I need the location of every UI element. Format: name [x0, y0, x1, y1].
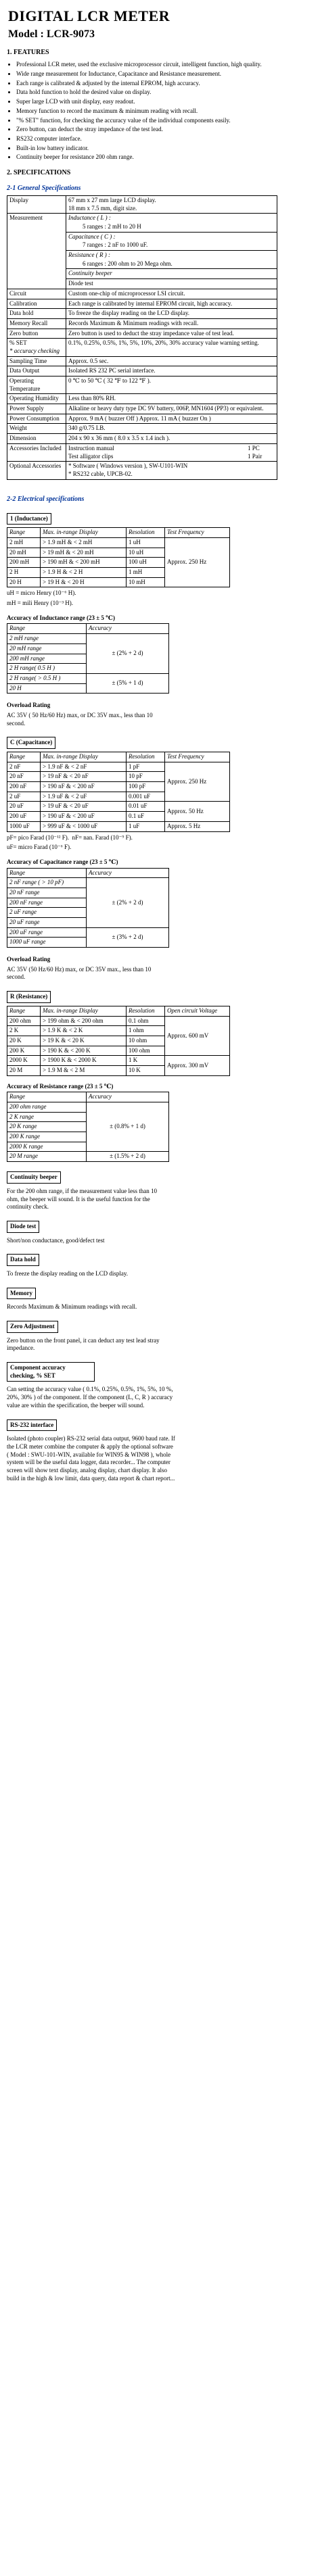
- capacitance-table: Range Max. in-range Display Resolution Test Frequency 2 nF > 1.9 nF & < 2 nF 1 pF Approx. 250 Hz 20 nF > 19 nF & < 20 nF 10 pF 200 nF > 190 nF & < 200 nF 100 pF 2 uF > 1.9 uF & < 2 uF 0.001 uF 20 uF > 19 uF & < 20 uF 0.01 uF Approx. 50 Hz 200 uF > 190 uF & < 200 uF 0.1 uF 1000 uF > 999 uF & < 1000 uF 1 uF Approx. 5 Hz: [7, 752, 230, 832]
- rs232-heading: RS-232 interface: [7, 1419, 57, 1432]
- component-heading: Component accuracy checking, % SET: [7, 1362, 95, 1382]
- resistance-table: Range Max. in-range Display Resolution Open circuit Voltage 200 ohm > 199 ohm & < 200 ohm 0.1 ohm Approx. 600 mV 2 K > 1.9 K & < 2 K 1 ohm 20 K > 19 K & < 20 K 10 ohm 200 K > 190 K & < 200 K 100 ohm 2000 K > 1900 K & < 2000 K 1 K Approx. 300 mV 20 M > 1.9 M & < 2 M 10 K: [7, 1006, 230, 1076]
- feature-item: • Professional LCR meter, used the exclusive microprocessor circuit, intelligent function, high quality.: [16, 61, 313, 69]
- continuity-heading: Continuity beeper: [7, 1171, 61, 1184]
- memory-text: Records Maximum & Minimum readings with recall.: [7, 1303, 137, 1311]
- unit-note: mH = mili Henry (10⁻³ H).: [7, 600, 74, 607]
- general-spec-table: [7, 195, 277, 480]
- diode-text: Short/non conductance, good/defect test: [7, 1236, 105, 1244]
- capacitance-accuracy-title: Accuracy of Capacitance range (23 ± 5 ℃): [7, 858, 118, 865]
- table-row: Data hold To freeze the display reading on the LCD display.: [7, 309, 277, 319]
- table-row: Operating Temperature 0 ℃ to 50 ℃ ( 32 ℉ to 122 ℉ ).: [7, 376, 277, 394]
- zero-text: Zero button on the front panel, it can deduct any test lead stray impedance.: [7, 1336, 160, 1352]
- table-row: 200 mH > 190 mH & < 200 mH 100 uH: [7, 558, 230, 568]
- capacitance-overload-text: AC 35V (50 Hz/60 Hz) max, or DC 35V max., less than 10 second.: [7, 965, 152, 981]
- features-list: [7, 61, 313, 162]
- page-title: DIGITAL LCR METER: [8, 7, 170, 24]
- features-heading: 1. FEATURES: [7, 49, 49, 57]
- feature-item: • Memory function to record the maximum & minimum reading with recall.: [16, 107, 313, 116]
- feature-item: • Data hold function to hold the desired value on display.: [16, 89, 313, 97]
- general-spec-heading: 2-1 General Specifications: [7, 184, 81, 192]
- table-row: % SET * accuracy checking 0.1%, 0.25%, 0.5%, 1%, 5%, 10%, 20%, 30% accuracy value warning setting.: [7, 339, 277, 356]
- resistance-accuracy-table: Range Accuracy 200 ohm range ± (0.8% + 1 d) 2 K range 20 K range 200 K range 2000 K range 20 M range ± (1.5% + 2 d): [7, 1092, 169, 1162]
- inductance-table: [7, 527, 230, 587]
- table-row: 20 mH > 19 mH & < 20 mH 10 uH: [7, 548, 230, 558]
- spec-value: Inductance ( L ) : 5 ranges : 2 mH to 20 H Capacitance ( C ) : 7 ranges : 2 nF to 1000 uF. Resistance ( R ) : 6 ranges : 200 ohm to 20 Mega ohm. Continuity beeper Diode test: [66, 214, 277, 289]
- resistance-heading: R (Resistance): [7, 991, 51, 1003]
- table-row: Power Supply Alkaline or heavy duty type DC 9V battery, 006P, MN1604 (PP3) or equivalent.: [7, 404, 277, 414]
- continuity-text: For the 200 ohm range, if the measurement value less than 10 ohm, the beeper will sound. It is the useful function for the continuity check.: [7, 1187, 157, 1211]
- table-header-row: Range Max. in-range Display Resolution Test Frequency: [7, 528, 230, 538]
- inductance-overload-title: Overload Rating: [7, 702, 51, 709]
- spec-value: 67 mm x 27 mm large LCD display. 18 mm x 7.5 mm, digit size.: [66, 195, 277, 213]
- spec-key: Measurement: [7, 214, 66, 289]
- datahold-text: To freeze the display reading on the LCD display.: [7, 1269, 128, 1277]
- memory-heading: Memory: [7, 1288, 36, 1300]
- unit-note: uF= micro Farad (10⁻⁶ F).: [7, 844, 72, 851]
- table-row: Zero button Zero button is used to deduct the stray impedance value of test lead.: [7, 329, 277, 339]
- spec-heading: 2. SPECIFICATIONS: [7, 168, 71, 176]
- feature-item: • Continuity beeper for resistance 200 ohm range.: [16, 153, 313, 162]
- resistance-accuracy-title: Accuracy of Resistance range (23 ± 5 ℃): [7, 1082, 114, 1090]
- feature-item: • RS232 computer interface.: [16, 135, 313, 143]
- table-row: Data Output Isolated RS 232 PC serial interface.: [7, 366, 277, 376]
- unit-note: pF= pico Farad (10⁻¹² F). nF= nan. Farad (10⁻⁹ F).: [7, 833, 133, 841]
- feature-item: • Super large LCD with unit display, easy readout.: [16, 98, 313, 106]
- component-text: Can setting the accuracy value ( 0.1%, 0.25%, 0.5%, 1%, 5%, 10 %, 20%, 30% ) of the component. If the component (L, C, R ) accuracy value are within the specification, the beeper will sound.: [7, 1386, 173, 1409]
- table-row: 20 H > 19 H & < 20 H 10 mH: [7, 577, 230, 587]
- table-row: 2 mH > 1.9 mH & < 2 mH 1 uH Approx. 250 Hz: [7, 537, 230, 548]
- electrical-spec-heading: 2-2 Electrical specifications: [7, 495, 85, 503]
- inductance-accuracy-title: Accuracy of Inductance range (23 ± 5 ℃): [7, 614, 115, 621]
- feature-item: • Zero button, can deduct the stray impedance of the test lead.: [16, 126, 313, 134]
- inductance-overload-text: AC 35V ( 50 Hz/60 Hz) max, or DC 35V max., less than 10 second.: [7, 711, 153, 727]
- unit-note: uH = micro Henry (10⁻⁶ H).: [7, 589, 76, 597]
- inductance-accuracy-table: Range Accuracy 2 mH range ± (2% + 2 d) 20 mH range 200 mH range 2 H range( 0.5 H ) 2 H range( > 0.5 H ) ± (5% + 1 d) 20 H: [7, 623, 169, 694]
- model-name: Model : LCR-9073: [8, 28, 95, 40]
- table-row: Memory Recall Records Maximum & Minimum readings with recall.: [7, 318, 277, 329]
- capacitance-overload-title: Overload Rating: [7, 956, 51, 963]
- inductance-heading: 1 (Inductance): [7, 513, 51, 525]
- feature-item: • Wide range measurement for Inductance, Capacitance and Resistance measurement.: [16, 70, 313, 78]
- rs232-text: Isolated (photo coupler) RS-232 serial data output, 9600 baud rate. If the LCR meter combine the computer & apply the optional software ( Model : SWU-101-WIN, available for WIN95 & WIN98 ), whole system will be the useful data logger, data recorder... The computer screen will show text display, analog display, chart display. It also build in the high & low limit, data query, data report & chart report...: [7, 1435, 175, 1482]
- table-row: Calibration Each range is calibrated by internal EPROM circuit, high accuracy.: [7, 299, 277, 309]
- zero-heading: Zero Adjustment: [7, 1321, 58, 1333]
- table-row: Dimension 204 x 90 x 36 mm ( 8.0 x 3.5 x 1.4 inch ).: [7, 434, 277, 444]
- table-row: Sampling Time Approx. 0.5 sec.: [7, 356, 277, 366]
- feature-item: • Built-in low battery indicator.: [16, 145, 313, 153]
- table-row: Power Consumption Approx. 9 mA ( buzzer Off ) Approx. 11 mA ( buzzer On ): [7, 414, 277, 424]
- table-row: Accessories Included Instruction manual 1 PC Test alligator clips 1 Pair: [7, 443, 277, 461]
- table-row: Circuit Custom one-chip of microprocessor LSI circuit.: [7, 289, 277, 299]
- capacitance-heading: C (Capacitance): [7, 737, 55, 749]
- table-row: Operating Humidity Less than 80% RH.: [7, 394, 277, 404]
- feature-item: • Each range is calibrated & adjusted by the internal EPROM, high accuracy.: [16, 80, 313, 88]
- capacitance-accuracy-table: Range Accuracy 2 nF range ( > 10 pF) ± (2% + 2 d) 20 nF range 200 nF range 2 uF range 20 uF range 200 uF range ± (3% + 2 d) 1000 uF range: [7, 868, 169, 948]
- table-row: Optional Accessories * Software ( Windows version ), SW-U101-WIN * RS232 cable, UPCB-02.: [7, 462, 277, 479]
- table-row: [7, 214, 277, 289]
- table-row: Weight 340 g/0.75 LB.: [7, 424, 277, 434]
- feature-item: • "% SET" function, for checking the accuracy value of the individual components easily.: [16, 117, 313, 125]
- table-row: [7, 195, 277, 213]
- table-row: 2 H > 1.9 H & < 2 H 1 mH: [7, 568, 230, 578]
- spec-key: Display: [7, 195, 66, 213]
- datahold-heading: Data hold: [7, 1254, 39, 1266]
- diode-heading: Diode test: [7, 1221, 39, 1233]
